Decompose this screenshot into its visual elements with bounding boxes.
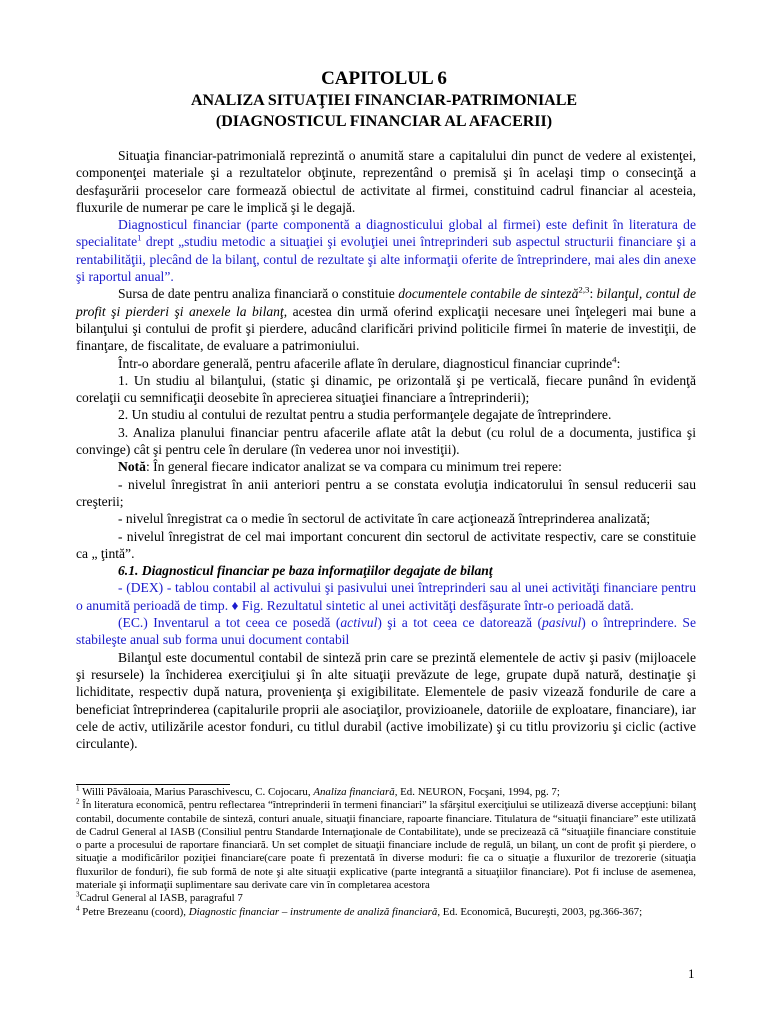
list-item-1: 1. Un studiu al bilanţului, (static şi dinamic, pe orizontală şi pe verticală, fiecare punând în evidenţă corelaţii cu semnificaţii deosebite în aprecierea situaţiei financiare a întreprinderii); bbox=[76, 372, 696, 406]
ec-text-b: ) şi a tot ceea ce datorează ( bbox=[377, 615, 542, 631]
footnote-ref-2: 2 bbox=[578, 284, 583, 295]
footnote-1-text-b: , Ed. NEURON, Focşani, 1994, pg. 7; bbox=[394, 786, 560, 798]
paragraph-note bbox=[76, 458, 696, 475]
ec-text-c: ) o întreprindere. Se stabileşte anual sub forma unui document contabil bbox=[76, 615, 696, 648]
footnote-3-text: Cadrul General al IASB, paragraful 7 bbox=[79, 892, 243, 905]
footnote-4-number: 4 bbox=[76, 904, 80, 913]
footnote-2-number: 2 bbox=[76, 797, 80, 806]
paragraph-intro: Situaţia financiar-patrimonială reprezintă o anumită stare a capitalului din punct de vedere al existenţei, componenţei materiale şi a rezultatelor obţinute, reprezentând o premisă şi în acelaşi timp o consecinţă a desfaşurării proceselor care formează obiectul de activitate al firmei, constituind cadrul financiar al acesteia, fluxurile de numerar pe care le implică şi le degajă. bbox=[76, 148, 696, 215]
footnote-ref-1: 1 bbox=[137, 232, 142, 243]
footnote-2-text: În literatura economică, pentru reflectarea “întreprinderii în termeni financiari” la sfârşitul exerciţiului se utilizează diverse accepţiuni: bilanţ contabil, documente contabile de sinteză, conturi anuale, situaţii financiare, rapoarte financiare. Titulatura de “situaţii financiare” este utilizată de Cadrul General al IASB (Consiliul pentru Standarde Internaţionale de Contabilitate), unde se precizează că “situaţiile financiare constituie o parte a procesului de raportare financiară. Un set complet de situaţii financiare include de regulă, un bilanţ, un cont de profit şi pierdere, o situaţie a modificărilor poziţiei financiare(care poate fi prezentată în diverse moduri: fie ca o situaţie a fluxurilor de trezorerie (situaţia fluxurilor de fonduri), fie sub formă de note şi alte situaţii explicative (parte integrantă a situaţiilor financiare). Pot fi incluse de asemenea, materiale şi informaţii suplimentare sau derivate care vin în completarea acestora bbox=[76, 799, 696, 892]
approach-text-b: : bbox=[616, 355, 621, 371]
footnote-1-italic: Analiza financiară bbox=[313, 786, 395, 798]
footnote-4-italic: Diagnostic financiar – instrumente de analiză financiară bbox=[188, 905, 438, 918]
source-text-b: , acestea din urmă oferind explicaţii necesare unei înţelegeri mai bune a bilanţului şi contului de profit şi pierdere, aducând clarificări privind politicile firmei în materie de investiţii, de finanţare, de fiscalitate, de evaluare a patrimoniului. bbox=[76, 303, 696, 354]
footnote-4-text-a: Petre Brezeanu (coord), bbox=[79, 905, 189, 918]
source-colon: : bbox=[589, 286, 594, 302]
footnote-separator bbox=[76, 784, 230, 785]
chapter-title-line-2: (DIAGNOSTICUL FINANCIAR AL AFACERII) bbox=[215, 113, 553, 130]
source-italic-1: documentele contabile de sinteză bbox=[398, 286, 579, 302]
footnote-1 bbox=[76, 786, 696, 799]
paragraph-approach bbox=[76, 355, 696, 372]
source-italic-2: bilanţul, contul de profit şi pierderi şi anexele la bilanţ bbox=[76, 286, 696, 319]
definition-text-a: Diagnosticul financiar (parte componentă a diagnosticului global al firmei) este definit în literatura de specialitate bbox=[76, 217, 696, 250]
note-label: Notă bbox=[118, 459, 146, 475]
approach-text-a: Într-o abordare generală, pentru afacerile aflate în derulare, diagnosticul financiar cuprinde bbox=[118, 355, 613, 371]
footnote-4-text-b: , Ed. Economică, Bucureşti, 2003, pg.366-367; bbox=[437, 905, 643, 918]
footnote-3 bbox=[76, 892, 696, 905]
section-heading: 6.1. Diagnosticul financiar pe baza informaţiilor degajate de bilanţ bbox=[118, 563, 493, 579]
footnote-1-number: 1 bbox=[76, 784, 80, 793]
body-text bbox=[76, 147, 696, 752]
paragraph-balance-sheet: Bilanţul este documentul contabil de sinteză prin care se prezintă elementele de activ şi pasiv (mijloacele şi resursele) la închiderea exerciţiului şi în alte situaţii prevăzute de lege, grupate după natură, destinaţie şi lichiditate, respectiv după natura, provenienţa şi exigibilitate. Elementele de pasiv vizează fondurile de care a beneficiat întreprinderea (capitalurile proprii ale asociaţilor, provizioanele, datoriile de exploatare, financiare), iar cele de activ, utilizările acestor fonduri, cu titlul durabil (active imobilizate) şi cu titlu provizoriu şi ciclic (active circulante). bbox=[76, 649, 696, 752]
list-item-3: 3. Analiza planului financiar pentru afacerile aflate atât la debut (cu rolul de a documenta, justifica şi convinge) cât şi pentru cele în derulare (în vederea unor noi investiţii). bbox=[76, 424, 696, 458]
paragraph-ec-definition bbox=[76, 614, 696, 649]
source-text-a: Sursa de date pentru analiza financiară o constituie bbox=[118, 286, 399, 302]
footnote-ref-3: ,3 bbox=[582, 284, 590, 295]
footnotes bbox=[76, 786, 696, 919]
definition-text-b: drept „studiu metodic a situaţiei şi evoluţiei unei întreprinderi sub aspectul structurii financiare şi a rentabilităţii, plecând de la bilanţ, contul de rezultate şi alte informaţii oferite de întreprindere, mai ales din anexe şi raportul anual”. bbox=[76, 234, 696, 285]
paragraph-definition bbox=[76, 216, 696, 285]
ec-italic-activ: activul bbox=[340, 615, 378, 631]
chapter-title-line-1: ANALIZA SITUAŢIEI FINANCIAR-PATRIMONIALE bbox=[190, 92, 578, 109]
ec-italic-pasiv: pasivul bbox=[541, 615, 582, 631]
benchmark-item-3: - nivelul înregistrat de cel mai important concurent din sectorul de activitate respectiv, care se constituie ca „ ţintă”. bbox=[76, 528, 696, 561]
paragraph-data-source bbox=[76, 285, 696, 354]
chapter-heading: CAPITOLUL 6 bbox=[321, 68, 447, 89]
ec-text-a: (EC.) Inventarul a tot ceea ce posedă ( bbox=[118, 615, 341, 631]
note-text: : În general fiecare indicator analizat se va compara cu minimum trei repere: bbox=[145, 459, 562, 475]
footnote-3-number: 3 bbox=[76, 890, 80, 899]
footnote-1-text-a: Willi Păvăloaia, Marius Paraschivescu, C. Cojocaru, bbox=[79, 786, 314, 798]
paragraph-dex-definition: - (DEX) - tablou contabil al activului şi pasivului unei întreprinderi sau al unei activităţi financiare pentru o anumită perioadă de timp. ♦ Fig. Rezultatul sintetic al unei activităţi desfăşurate într-o perioadă dată. bbox=[76, 580, 696, 613]
page-number: 1 bbox=[688, 966, 695, 981]
benchmark-item-1: - nivelul înregistrat în anii anteriori pentru a se constata evoluţia indicatorului în sensul reducerii sau creşterii; bbox=[76, 476, 696, 509]
benchmark-item-2: - nivelul înregistrat ca o medie în sectorul de activitate în care acţionează întreprinderea analizată; bbox=[118, 511, 651, 527]
list-item-2: 2. Un studiu al contului de rezultat pentru a studia performanţele degajate de întreprindere. bbox=[118, 407, 612, 423]
footnote-ref-4: 4 bbox=[612, 354, 617, 365]
footnote-2 bbox=[76, 799, 696, 892]
footnote-4 bbox=[76, 906, 696, 919]
